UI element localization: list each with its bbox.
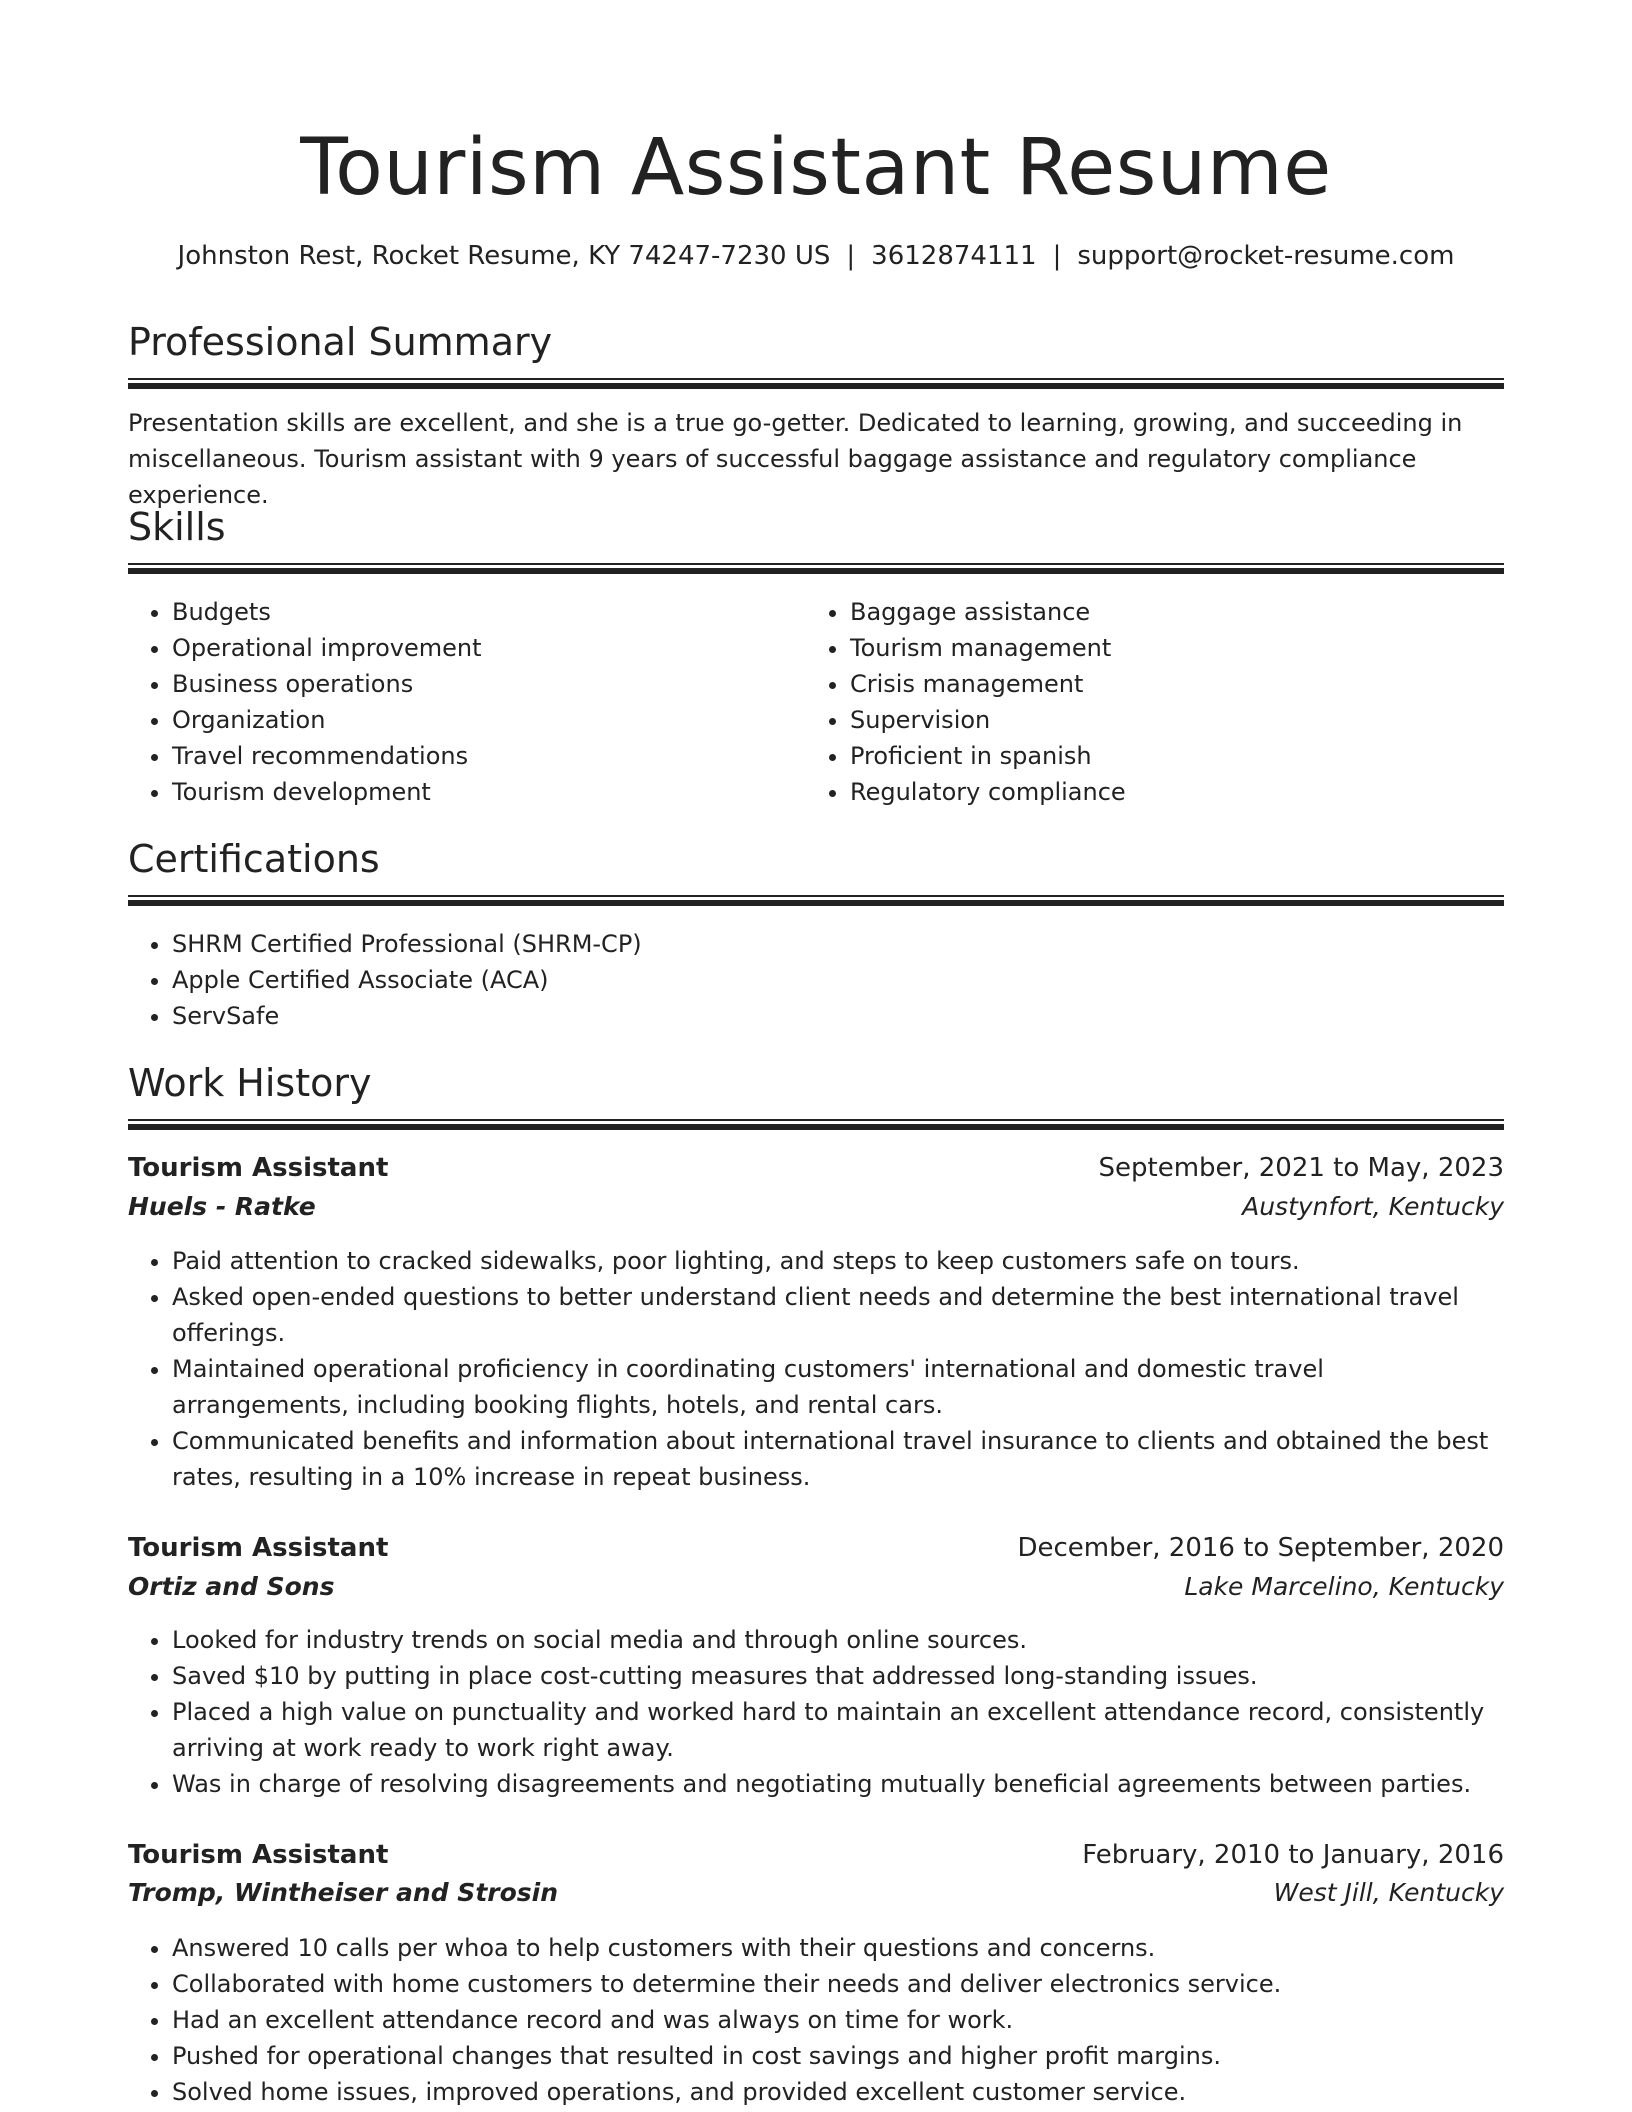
job-bullet: • Answered 10 calls per whoa to help customers with their questions and concerns.	[172, 1930, 1504, 1966]
job-bullet: • Collaborated with home customers to determine their needs and deliver electronics service.	[172, 1966, 1504, 2002]
job-bullet: • Placed a high value on punctuality and worked hard to maintain an excellent attendance record, consistently arriving at work ready to work right away.	[172, 1694, 1504, 1766]
job-company: Huels - Ratke	[128, 1192, 316, 1221]
contact-email[interactable]: support@rocket-resume.com	[1077, 241, 1455, 271]
contact-address: Johnston Rest, Rocket Resume, KY 74247-7230 US	[177, 241, 831, 271]
job-bullets	[128, 1622, 1504, 1802]
job-bullet: • Communicated benefits and information about international travel insurance to clients and obtained the best rates, resulting in a 10% increase in repeat business.	[172, 1423, 1504, 1495]
job-bullet: • Solved home issues, improved operations, and provided excellent customer service.	[172, 2074, 1504, 2110]
contact-phone: 3612874111	[871, 241, 1037, 271]
work-history-heading: Work History	[128, 1061, 372, 1105]
skill-item: • Baggage assistance	[850, 594, 1500, 630]
skills-heading: Skills	[128, 505, 226, 549]
job-title: Tourism Assistant	[128, 1533, 389, 1563]
job-bullet: • Had an excellent attendance record and was always on time for work.	[172, 2002, 1504, 2038]
skill-item: • Crisis management	[850, 666, 1500, 702]
contact-line	[128, 236, 1504, 276]
job-bullet: • Was in charge of resolving disagreements and negotiating mutually beneficial agreements between parties.	[172, 1766, 1504, 1802]
job-title: Tourism Assistant	[128, 1153, 389, 1183]
certification-item: • SHRM Certified Professional (SHRM-CP)	[172, 926, 1502, 962]
section-divider	[128, 563, 1504, 574]
section-divider	[128, 895, 1504, 906]
certifications-list	[128, 926, 1502, 1034]
skills-list-right	[806, 594, 1500, 810]
section-divider	[128, 378, 1504, 389]
job-location: Lake Marcelino, Kentucky	[1184, 1572, 1504, 1601]
job-title: Tourism Assistant	[128, 1840, 389, 1870]
summary-heading: Professional Summary	[128, 320, 553, 364]
skill-item: • Tourism management	[850, 630, 1500, 666]
job-bullet: • Pushed for operational changes that resulted in cost savings and higher profit margins.	[172, 2038, 1504, 2074]
skill-item: • Supervision	[850, 702, 1500, 738]
contact-separator: |	[846, 241, 856, 271]
certifications-heading: Certifications	[128, 837, 380, 881]
skill-item: • Business operations	[172, 666, 802, 702]
certification-item: • Apple Certified Associate (ACA)	[172, 962, 1502, 998]
job-location: Austynfort, Kentucky	[1242, 1192, 1504, 1221]
job-bullets	[128, 1930, 1504, 2110]
job-bullet: • Paid attention to cracked sidewalks, poor lighting, and steps to keep customers safe on tours.	[172, 1243, 1504, 1279]
job-bullet: • Looked for industry trends on social media and through online sources.	[172, 1622, 1504, 1658]
certification-item: • ServSafe	[172, 998, 1502, 1034]
skill-item: • Operational improvement	[172, 630, 802, 666]
skill-item: • Regulatory compliance	[850, 774, 1500, 810]
section-divider	[128, 1119, 1504, 1130]
job-dates: February, 2010 to January, 2016	[1082, 1840, 1504, 1870]
job-dates: December, 2016 to September, 2020	[1017, 1533, 1504, 1563]
job-bullets	[128, 1243, 1504, 1495]
job-bullet: • Asked open-ended questions to better understand client needs and determine the best international travel offerings.	[172, 1279, 1504, 1351]
skill-item: • Travel recommendations	[172, 738, 802, 774]
job-bullet: • Maintained operational proficiency in coordinating customers' international and domestic travel arrangements, including booking flights, hotels, and rental cars.	[172, 1351, 1504, 1423]
skill-item: • Proficient in spanish	[850, 738, 1500, 774]
job-location: West Jill, Kentucky	[1273, 1878, 1504, 1907]
contact-separator: |	[1052, 241, 1062, 271]
skill-item: • Organization	[172, 702, 802, 738]
page-title: Tourism Assistant Resume	[300, 123, 1332, 213]
job-company: Ortiz and Sons	[128, 1572, 335, 1601]
job-dates: September, 2021 to May, 2023	[1098, 1153, 1504, 1183]
summary-text: Presentation skills are excellent, and she is a true go-getter. Dedicated to learning, growing, and succeeding in miscellaneous. Tourism assistant with 9 years of successful baggage assistance and regulatory compliance experience.	[128, 409, 1463, 509]
skills-list-left	[128, 594, 802, 810]
job-bullet: • Saved $10 by putting in place cost-cutting measures that addressed long-standing issues.	[172, 1658, 1504, 1694]
job-company: Tromp, Wintheiser and Strosin	[128, 1878, 559, 1907]
skill-item: • Budgets	[172, 594, 802, 630]
skill-item: • Tourism development	[172, 774, 802, 810]
